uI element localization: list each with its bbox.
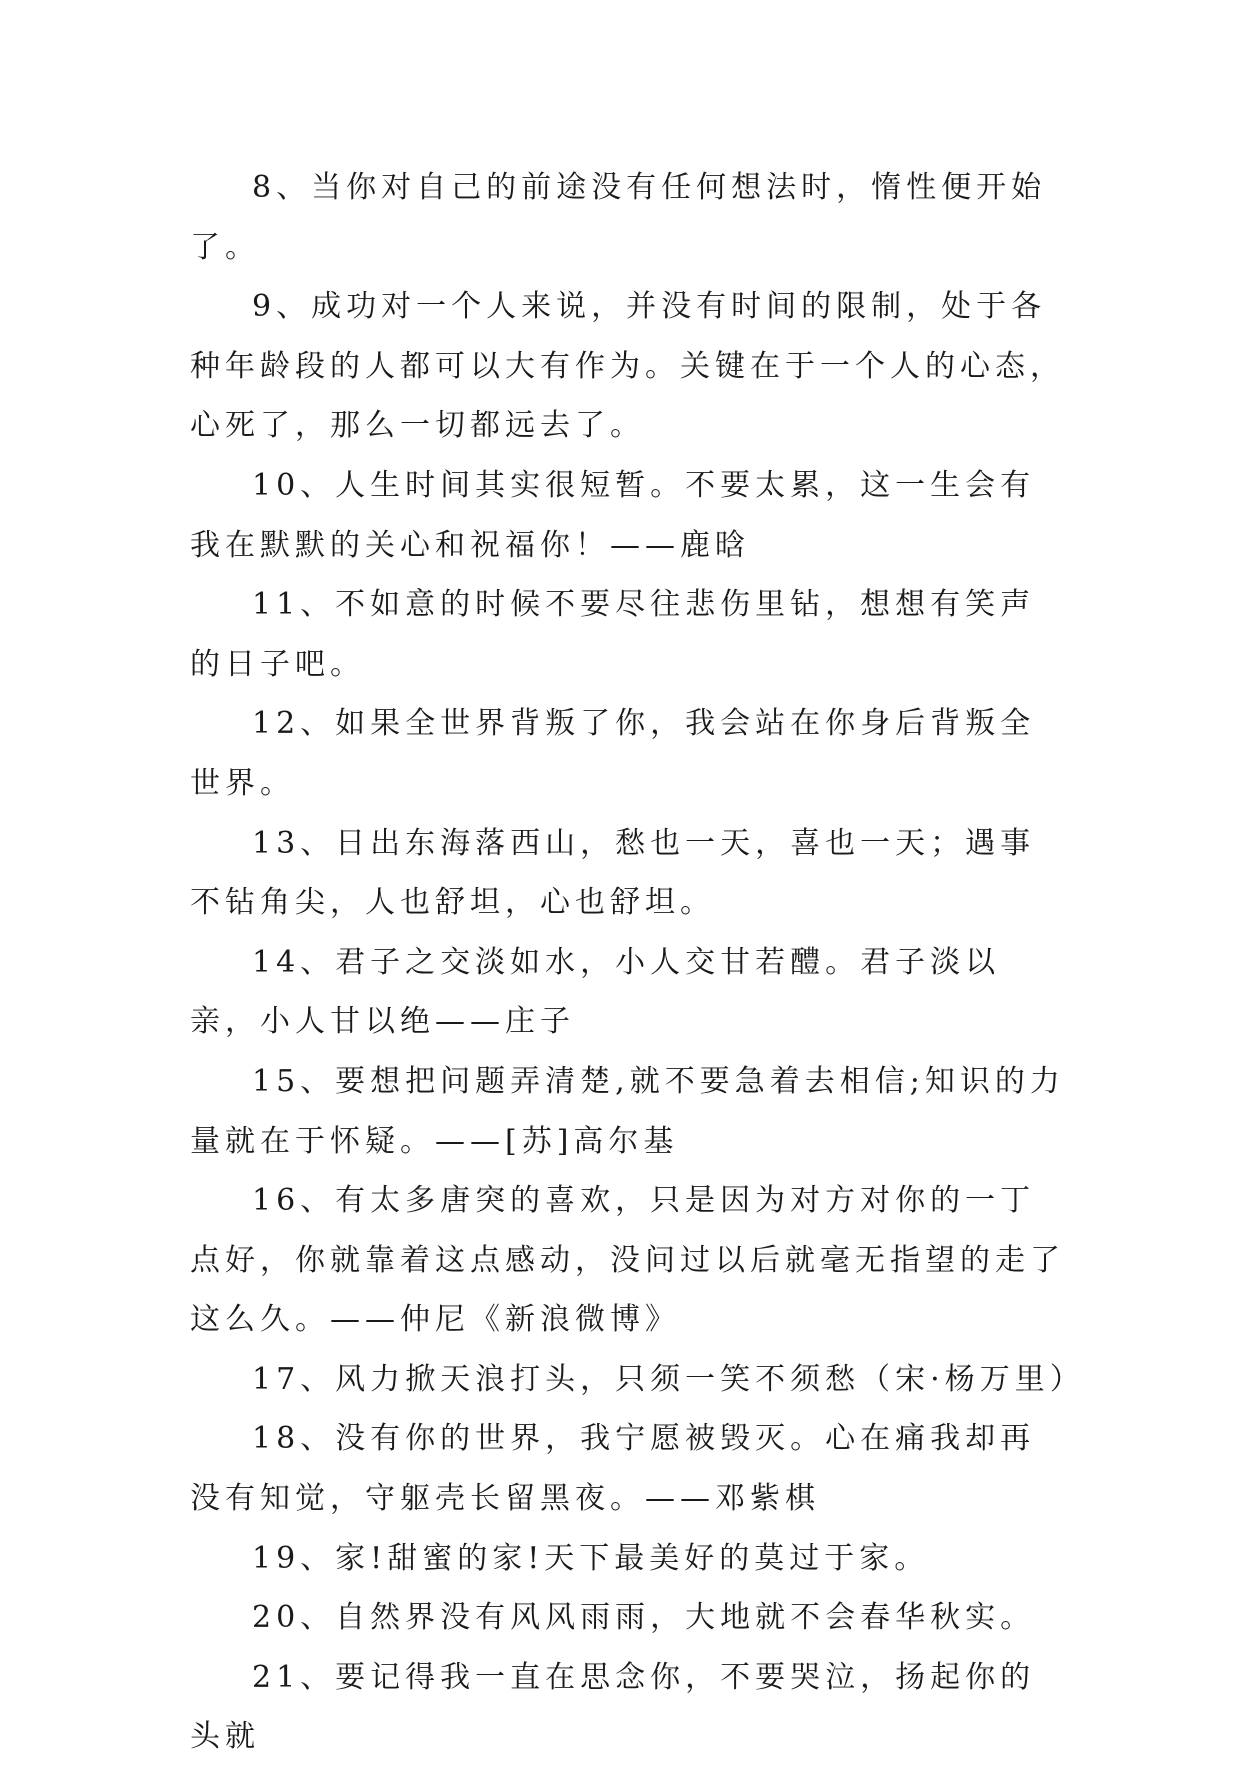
paragraph: 10、人生时间其实很短暂。不要太累，这一生会有我在默默的关心和祝福你！——鹿晗 [190, 467, 1036, 563]
paragraph: 18、没有你的世界，我宁愿被毁灭。心在痛我却再没有知觉，守躯壳长留黑夜。——邓紫棋 [190, 1421, 1036, 1517]
paragraph: 21、要记得我一直在思念你，不要哭泣，扬起你的头就 [190, 1659, 1036, 1755]
paragraph: 14、君子之交淡如水，小人交甘若醴。君子淡以亲，小人甘以绝——庄子 [190, 944, 1001, 1040]
paragraph: 15、要想把问题弄清楚,就不要急着去相信;知识的力量就在于怀疑。——[苏]高尔基 [190, 1063, 1065, 1159]
paragraph: 11、不如意的时候不要尽往悲伤里钻，想想有笑声的日子吧。 [190, 587, 1036, 682]
paragraph: 12、如果全世界背叛了你，我会站在你身后背叛全世界。 [190, 706, 1036, 801]
document-body [190, 158, 1085, 1767]
paragraph: 16、有太多唐突的喜欢，只是因为对方对你的一丁点好，你就靠着这点感动，没问过以后就毫无指望的走了这么久。——仲尼《新浪微博》 [190, 1183, 1065, 1338]
paragraph: 17、风力掀天浪打头，只须一笑不须愁（宋·杨万里） [252, 1361, 1085, 1397]
paragraph: 19、家!甜蜜的家!天下最美好的莫过于家。 [252, 1540, 930, 1576]
paragraph: 20、自然界没有风风雨雨，大地就不会春华秋实。 [252, 1600, 1036, 1636]
paragraph: 8、当你对自己的前途没有任何想法时，惰性便开始了。 [190, 170, 1047, 265]
paragraph: 9、成功对一个人来说，并没有时间的限制，处于各种年龄段的人都可以大有作为。关键在于一个人的心态，心死了，那么一切都远去了。 [190, 289, 1065, 444]
paragraph: 13、日出东海落西山，愁也一天，喜也一天；遇事不钻角尖，人也舒坦，心也舒坦。 [190, 825, 1036, 921]
